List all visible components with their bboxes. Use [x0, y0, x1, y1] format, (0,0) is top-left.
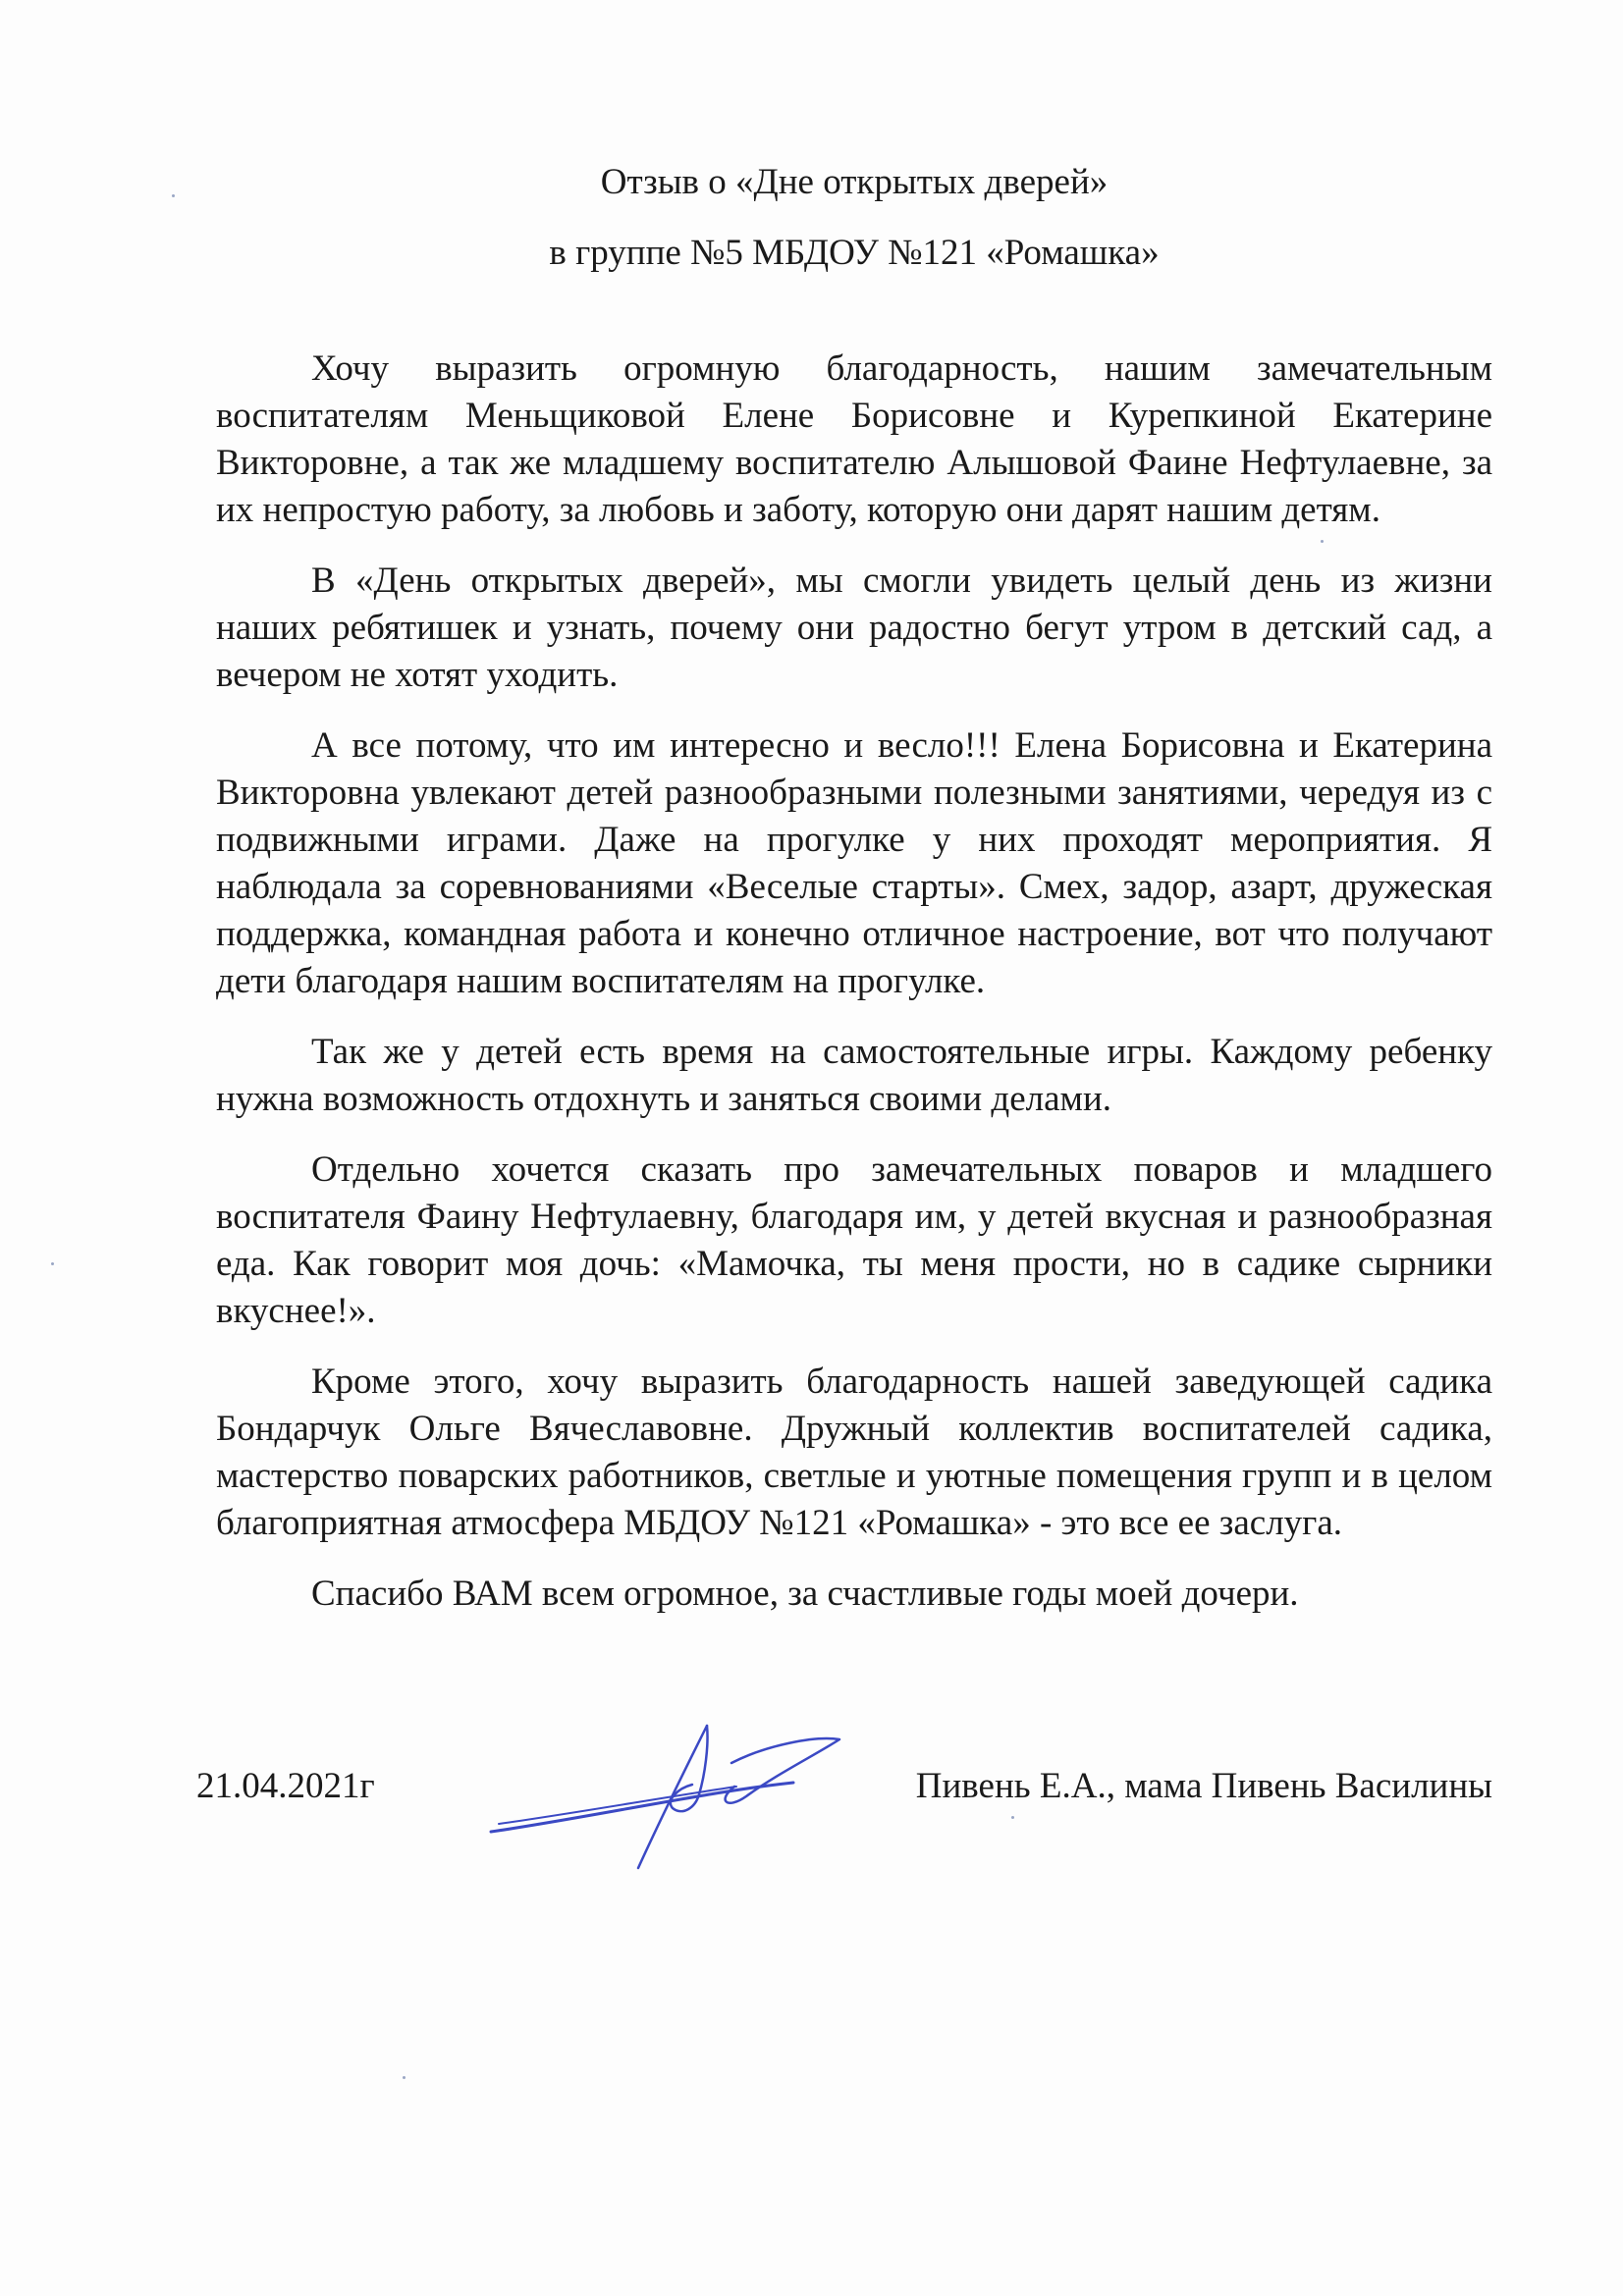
paragraph-head: Кроме этого, хочу выразить благодарность нашей заведующей садика Бондарчук Ольге Вячеславовне. Дружный коллектив воспитателей садика, мастерство поварских работников, светлые и уютные помещения групп и в целом благоприятная атмосфера МБДОУ №121 «Ромашка» - это все ее заслуга. [216, 1362, 1492, 1543]
scan-speck [51, 1262, 54, 1265]
title-line-1: Отзыв о «Дне открытых дверей» [600, 162, 1109, 202]
document-body [216, 147, 1492, 1641]
scan-speck [1011, 1816, 1014, 1819]
paragraph-cooks: Отдельно хочется сказать про замечательных поваров и младшего воспитателя Фаину Нефтулаевну, благодаря им, у детей вкусная и разнообразная еда. Как говорит моя дочь: «Мамочка, ты меня прости, но в садике сырники вкуснее!». [216, 1149, 1492, 1331]
scan-speck [172, 194, 175, 197]
document-author: Пивень Е.А., мама Пивень Василины [915, 1766, 1492, 1806]
scan-speck [1321, 540, 1324, 543]
scan-speck [403, 2076, 406, 2079]
document-footer [196, 1765, 1492, 1883]
title-line-2: в группе №5 МБДОУ №121 «Ромашка» [549, 233, 1160, 273]
paragraph-activities: А все потому, что им интересно и весло!!! Елена Борисовна и Екатерина Викторовна увлекают детей разнообразными полезными занятиями, чередуя из с подвижными играми. Даже на прогулке у них проходят мероприятия. Я наблюдала за соревнованиями «Веселые старты». Смех, задор, азарт, дружеская поддержка, командная работа и конечно отличное настроение, вот что получают дети благодаря нашим воспитателям на прогулке. [216, 725, 1492, 1001]
document-title [216, 147, 1492, 289]
paragraph-free-play: Так же у детей есть время на самостоятельные игры. Каждому ребенку нужна возможность отдохнуть и заняться своими делами. [216, 1032, 1492, 1119]
paragraph-thanks: Спасибо ВАМ всем огромное, за счастливые годы моей дочери. [311, 1574, 1299, 1614]
paragraph-gratitude-teachers: Хочу выразить огромную благодарность, нашим замечательным воспитателям Меньщиковой Елене Борисовне и Курепкиной Екатерине Викторовне, а так же младшему воспитателю Алышовой Фаине Нефтулаевне, за их непростую работу, за любовь и заботу, которую они дарят нашим детям. [216, 348, 1492, 530]
paragraph-open-day: В «День открытых дверей», мы смогли увидеть целый день из жизни наших ребятишек и узнать, почему они радостно бегут утром в детский сад, а вечером не хотят уходить. [216, 561, 1492, 695]
handwritten-signature [481, 1706, 854, 1893]
document-date: 21.04.2021г [196, 1766, 375, 1806]
